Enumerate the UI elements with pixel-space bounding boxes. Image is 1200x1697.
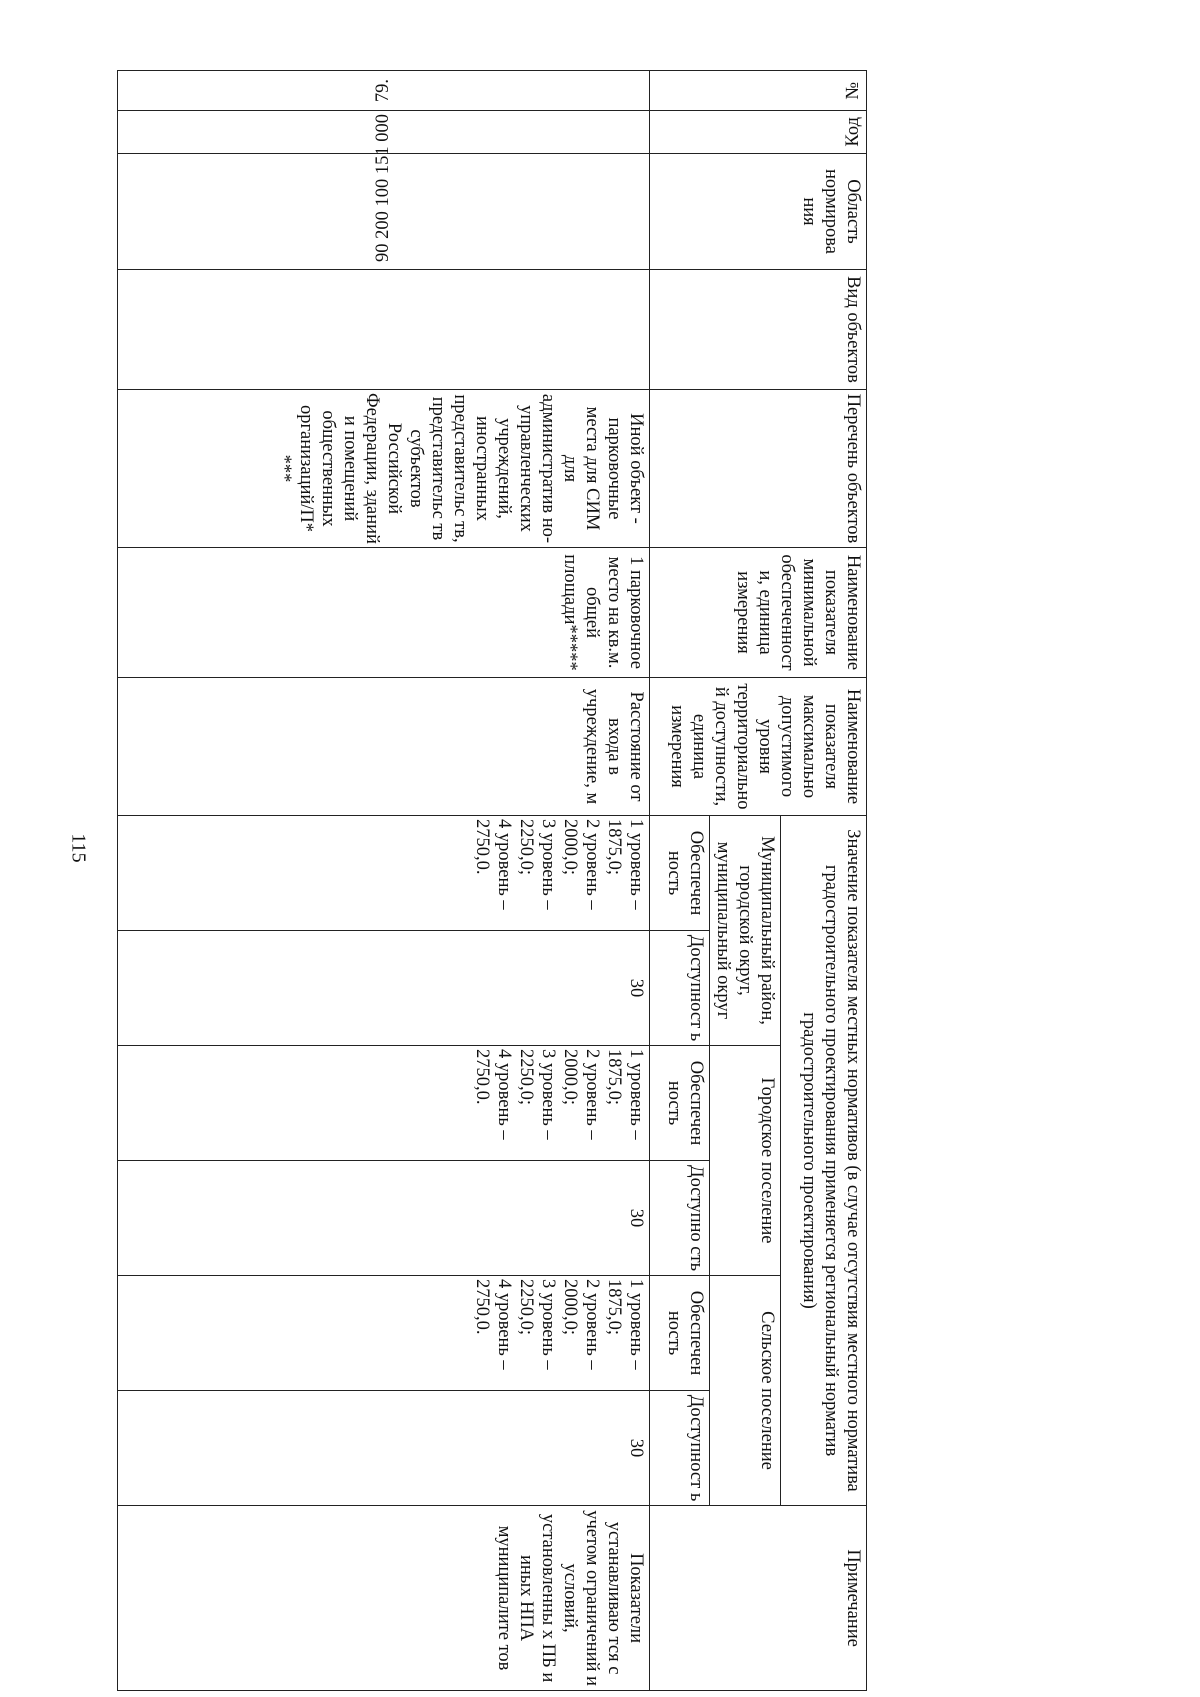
header-accessibility-municipal: Доступност ь xyxy=(650,931,710,1046)
header-municipal: Муниципальный район, городской округ, муниципальный округ xyxy=(710,816,781,1046)
header-provision-rural: Обеспечен ность xyxy=(650,1276,710,1391)
header-values: Значение показателя местных нормативов (в случае отсутствия местного норматива градостроительного проектирования применяется региональный норматив градостроительного проектирования) xyxy=(781,816,867,1506)
header-accessibility-urban: Доступно сть xyxy=(650,1161,710,1276)
header-provision-urban: Обеспечен ность xyxy=(650,1046,710,1161)
level-1: 1 уровень – 1875,0; xyxy=(604,1049,646,1140)
header-code: Код xyxy=(650,111,867,154)
row-max-accessibility: Расстояние от входа в учреждение, м xyxy=(118,678,650,816)
level-4: 4 уровень – 2750,0. xyxy=(472,819,514,910)
level-2: 2 уровень – 2000,0; xyxy=(560,819,602,910)
norms-table xyxy=(117,70,867,1691)
row-accessibility-municipal: 30 xyxy=(118,931,650,1046)
level-3: 3 уровень – 2250,0; xyxy=(516,1279,558,1370)
row-type xyxy=(118,270,650,390)
header-max-accessibility: Наименование показателя максимально допустимого уровня территориальной доступности, единица измерения xyxy=(650,678,867,816)
level-1: 1 уровень – 1875,0; xyxy=(604,1279,646,1370)
header-provision-municipal: Обеспечен ность xyxy=(650,816,710,931)
header-rural: Сельское поселение xyxy=(710,1276,781,1506)
row-provision-rural xyxy=(118,1276,650,1391)
level-4: 4 уровень – 2750,0. xyxy=(472,1049,514,1140)
level-3: 3 уровень – 2250,0; xyxy=(516,1049,558,1140)
row-accessibility-rural: 30 xyxy=(118,1391,650,1506)
header-area: Область нормирова ния xyxy=(650,154,867,270)
page-number: 115 xyxy=(67,833,90,863)
header-min-provision: Наименование показателя минимальной обеспеченности, единица измерения xyxy=(650,548,867,678)
level-2: 2 уровень – 2000,0; xyxy=(560,1279,602,1370)
rotated-table-wrapper xyxy=(117,70,867,1686)
header-type: Вид объектов xyxy=(650,270,867,390)
row-min-provision: 1 парковочное место на кв.м. общей площади***** xyxy=(118,548,650,678)
level-4: 4 уровень – 2750,0. xyxy=(472,1279,514,1370)
row-note: Показатели устанавливаю тся с учетом ограничений и условий, установленны х ПБ и иных НПА муниципалите тов xyxy=(118,1506,650,1691)
row-accessibility-urban: 30 xyxy=(118,1161,650,1276)
row-list: Иной объект - парковочные места для СИМ для административ но-управленческих учреждений, иностранных представительс тв, представительс тв субъектов Российской Федерации, зданий и помещений общественных организаций/П* *** xyxy=(118,390,650,548)
header-no: № xyxy=(650,71,867,111)
level-3: 3 уровень – 2250,0; xyxy=(516,819,558,910)
level-2: 2 уровень – 2000,0; xyxy=(560,1049,602,1140)
row-no: 79. xyxy=(118,71,650,111)
header-urban: Городское поселение xyxy=(710,1046,781,1276)
level-1: 1 уровень – 1875,0; xyxy=(604,819,646,910)
header-accessibility-rural: Доступност ь xyxy=(650,1391,710,1506)
header-list: Перечень объектов xyxy=(650,390,867,548)
row-provision-municipal xyxy=(118,816,650,931)
row-provision-urban xyxy=(118,1046,650,1161)
row-code: 90 200 100 151 000 xyxy=(118,111,650,154)
table-row xyxy=(118,71,650,1691)
header-note: Примечание xyxy=(650,1506,867,1691)
